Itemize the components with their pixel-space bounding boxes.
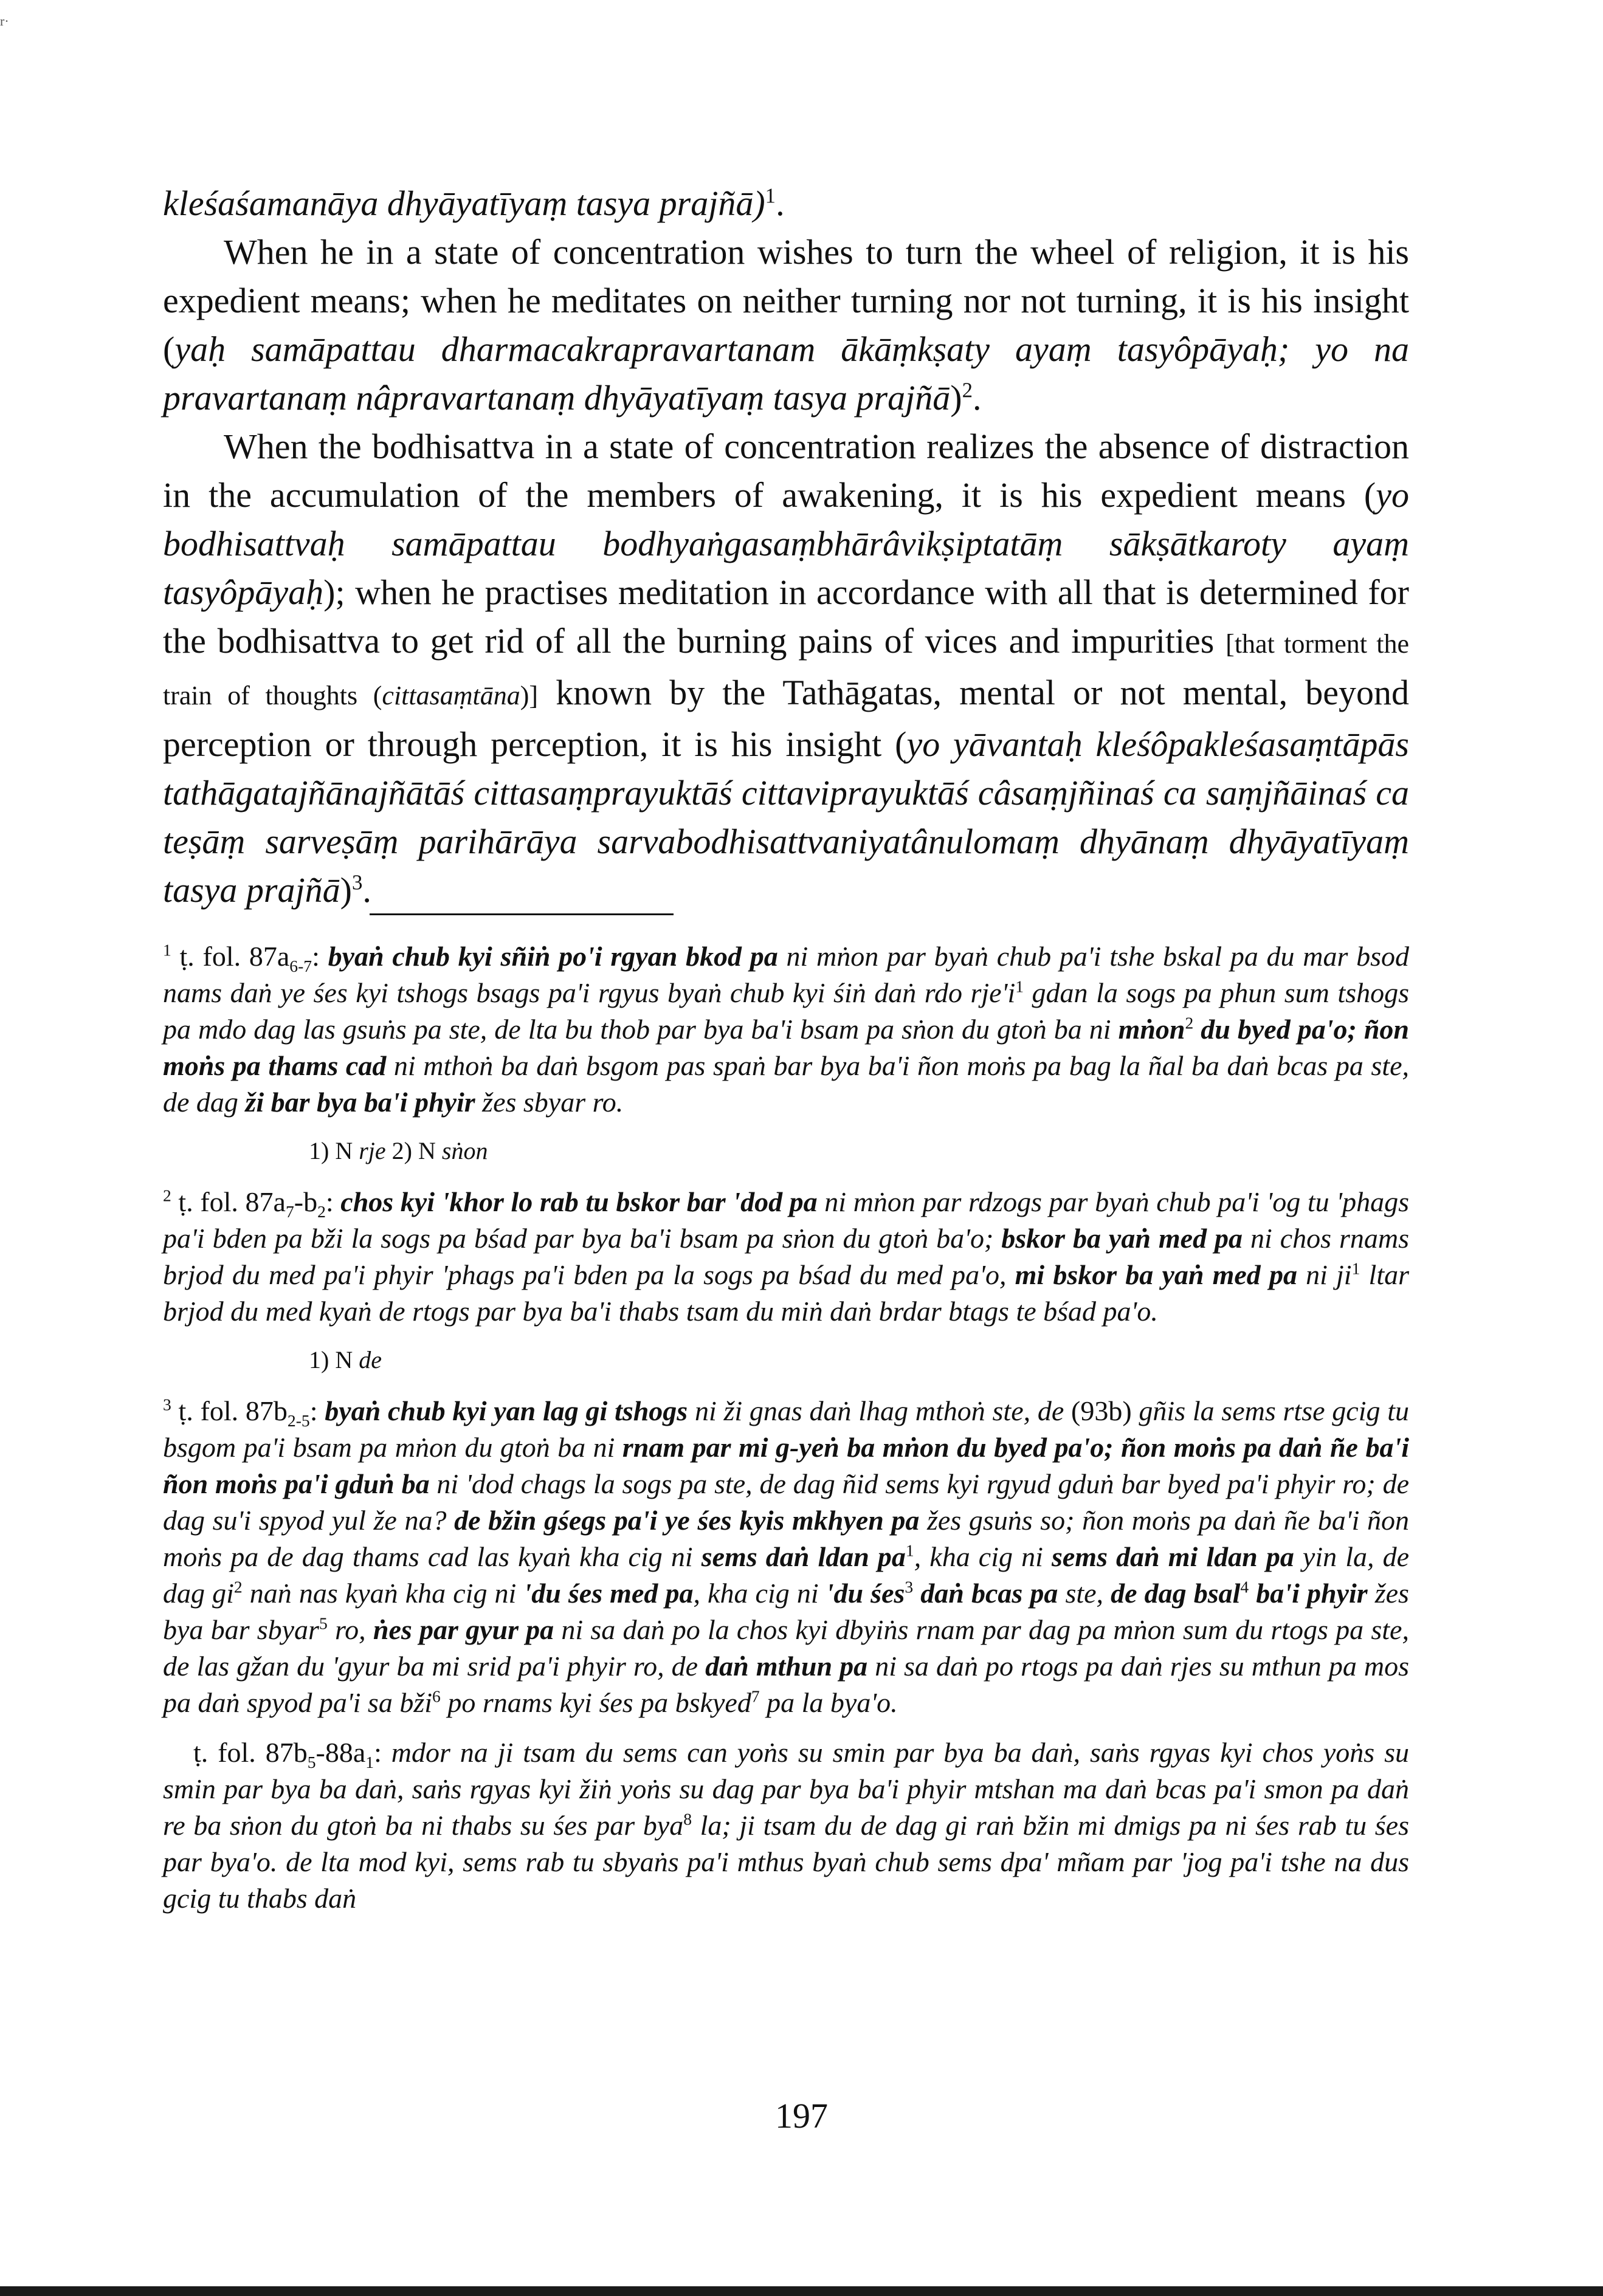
paragraph-2: When he in a state of concentration wishes to turn the wheel of religion, it is his expedient means; when he meditates on neither turning nor not turning, it is his insight (yaḥ samāpattau dharmacakrapravartanam ākāṃkṣaty ayaṃ tasyôpāyaḥ; yo na pravartanaṃ nâpravartanaṃ dhyāyatīyaṃ tasya prajñā)$^2$.	[163, 232, 1409, 418]
page-content	[163, 179, 1409, 1930]
paragraph-3: When the bodhisattva in a state of concentration realizes the absence of distraction in the accumulation of the members of awakening, it is his expedient means (yo bodhisattvaḥ samāpattau bodhyaṅgasaṃbhārâvikṣiptatāṃ sākṣātkaroty ayaṃ tasyôpāyaḥ); when he practises meditation in accordance with all that is determined for the bodhisattva to get rid of all the burning pains of vices and impurities [that torment the train of thoughts (cittasaṃtāna)] known by the Tathāgatas, mental or not mental, beyond perception or through perception, it is his insight (yo yāvantaḥ kleśôpakleśasaṃtāpās tathāgatajñānajñātāś cittasaṃprayuktāś cittaviprayuktāś câsaṃjñinaś ca saṃjñāinaś ca teṣāṃ sarveṣāṃ parihārāya sarvabodhisattvaniyatânulomaṃ dhyānaṃ dhyāyatīyaṃ tasya prajñā)$^3$.	[163, 427, 1409, 910]
footnote-3: $^3$ ṭ. fol. $87b_{2-5}$: byaṅ chub kyi yan lag gi tshogs ni ži gnas daṅ lhag mthoṅ ste, de (93b) gñis la sems rtse gcig tu bsgom pa'i bsam pa mṅon du gtoṅ ba ni rnam par mi g-yeṅ ba mṅon du byed pa'o; ñon moṅs pa daṅ ñe ba'i ñon moṅs pa'i gduṅ ba ni 'dod chags la sogs pa ste, de dag ñid sems kyi rgyud gduṅ bar byed pa'i phyir ro; de dag su'i spyod yul že na? de bžin gśegs pa'i ye śes kyis mkhyen pa žes gsuṅs so; ñon moṅs pa daṅ ñe ba'i ñon moṅs pa de dag thams cad las kyaṅ kha cig ni sems daṅ ldan $pa^1$, kha cig ni sems daṅ mi ldan pa yin la, de dag $gi^2$ naṅ nas kyaṅ kha cig ni 'du śes med pa, kha cig ni 'du śes$^3$ daṅ bcas pa ste, de dag bsal$^4$ ba'i phyir žes bya bar sbyar$^5$ ro, ṅes par gyur pa ni sa daṅ po la chos kyi dbyiṅs rnam par dag pa mṅon sum du rtogs pa ste, de las gžan du 'gyur ba mi srid pa'i phyir ro, de daṅ mthun pa ni sa daṅ po rtogs pa daṅ rjes su mthun pa mos pa daṅ spyod pa'i sa bži$^6$ po rnams kyi śes pa bskyed$^7$ pa la bya'o.	[163, 1395, 1409, 1718]
footnote-2: $^2$ ṭ. fol. $87a_7-b_2$: chos kyi 'khor lo rab tu bskor bar 'dod pa ni mṅon par rdzogs par byaṅ chub pa'i 'og tu 'phags pa'i bden pa bži la sogs pa bśad par bya ba'i bsam pa sṅon du gtoṅ ba'o; bskor ba yaṅ med pa ni chos rnams brjod du med pa'i phyir 'phags pa'i bden pa la sogs pa bśad du med pa'o, mi bskor ba yaṅ med pa ni $ji^1$ ltar brjod du med kyaṅ de rtogs par bya ba'i thabs tsam du miṅ daṅ brdar btags te bśad pa'o.	[163, 1186, 1410, 1327]
scan-corner-mark: r·	[0, 13, 9, 29]
footnotes	[163, 938, 1409, 1917]
footnote-separator	[370, 913, 674, 915]
main-text	[163, 179, 1409, 915]
footnote-2-variants: 1) N de	[309, 1346, 382, 1373]
footnote-3-continuation: ṭ. fol. $87b_5-88a_1$: mdor na ji tsam du sems can yoṅs su smin par bya ba daṅ, saṅs rgyas kyi chos yoṅs su smin par bya ba daṅ, saṅs rgyas kyi žiṅ yoṅs su dag par bya ba'i phyir mtshan ma daṅ bcas pa'i smon pa daṅ re ba sṅon du gtoṅ ba ni thabs su śes par bya$^8$ la; ji tsam du de dag gi raṅ bžin mi dmigs pa ni śes rab tu śes par bya'o. de lta mod kyi, sems rab tu sbyaṅs pa'i mthus byaṅ chub sems dpa' mñam par 'jog pa'i tshe na dus gcig tu thabs daṅ	[163, 1737, 1409, 1914]
page-number: 197	[775, 2096, 828, 2136]
scan-bottom-edge	[0, 2286, 1603, 2296]
paragraph-1: kleśaśamanāya dhyāyatīyaṃ tasya prajñā)$^1$.	[163, 184, 785, 223]
footnote-1: $^1$ ṭ. fol. $87a_{6-7}$: byaṅ chub kyi sñiṅ po'i rgyan bkod pa ni mṅon par byaṅ chub pa'i tshe bskal pa du mar bsod nams daṅ ye śes kyi tshogs bsags pa'i rgyus byaṅ chub kyi śiṅ daṅ rdo $rje'i^1$ gdan la sogs pa phun sum tshogs pa mdo dag las gsuṅs pa ste, de lta bu thob par bya ba'i bsam pa sṅon du gtoṅ ba ni mṅon$^2$ du byed pa'o; ñon moṅs pa thams cad ni mthoṅ ba daṅ bsgom pas spaṅ bar bya ba'i ñon moṅs pa bag la ñal ba daṅ bcas pa ste, de dag ži bar bya ba'i phyir žes sbyar ro.	[163, 940, 1410, 1118]
footnote-1-variants: 1) N rje 2) N sṅon	[309, 1137, 488, 1164]
